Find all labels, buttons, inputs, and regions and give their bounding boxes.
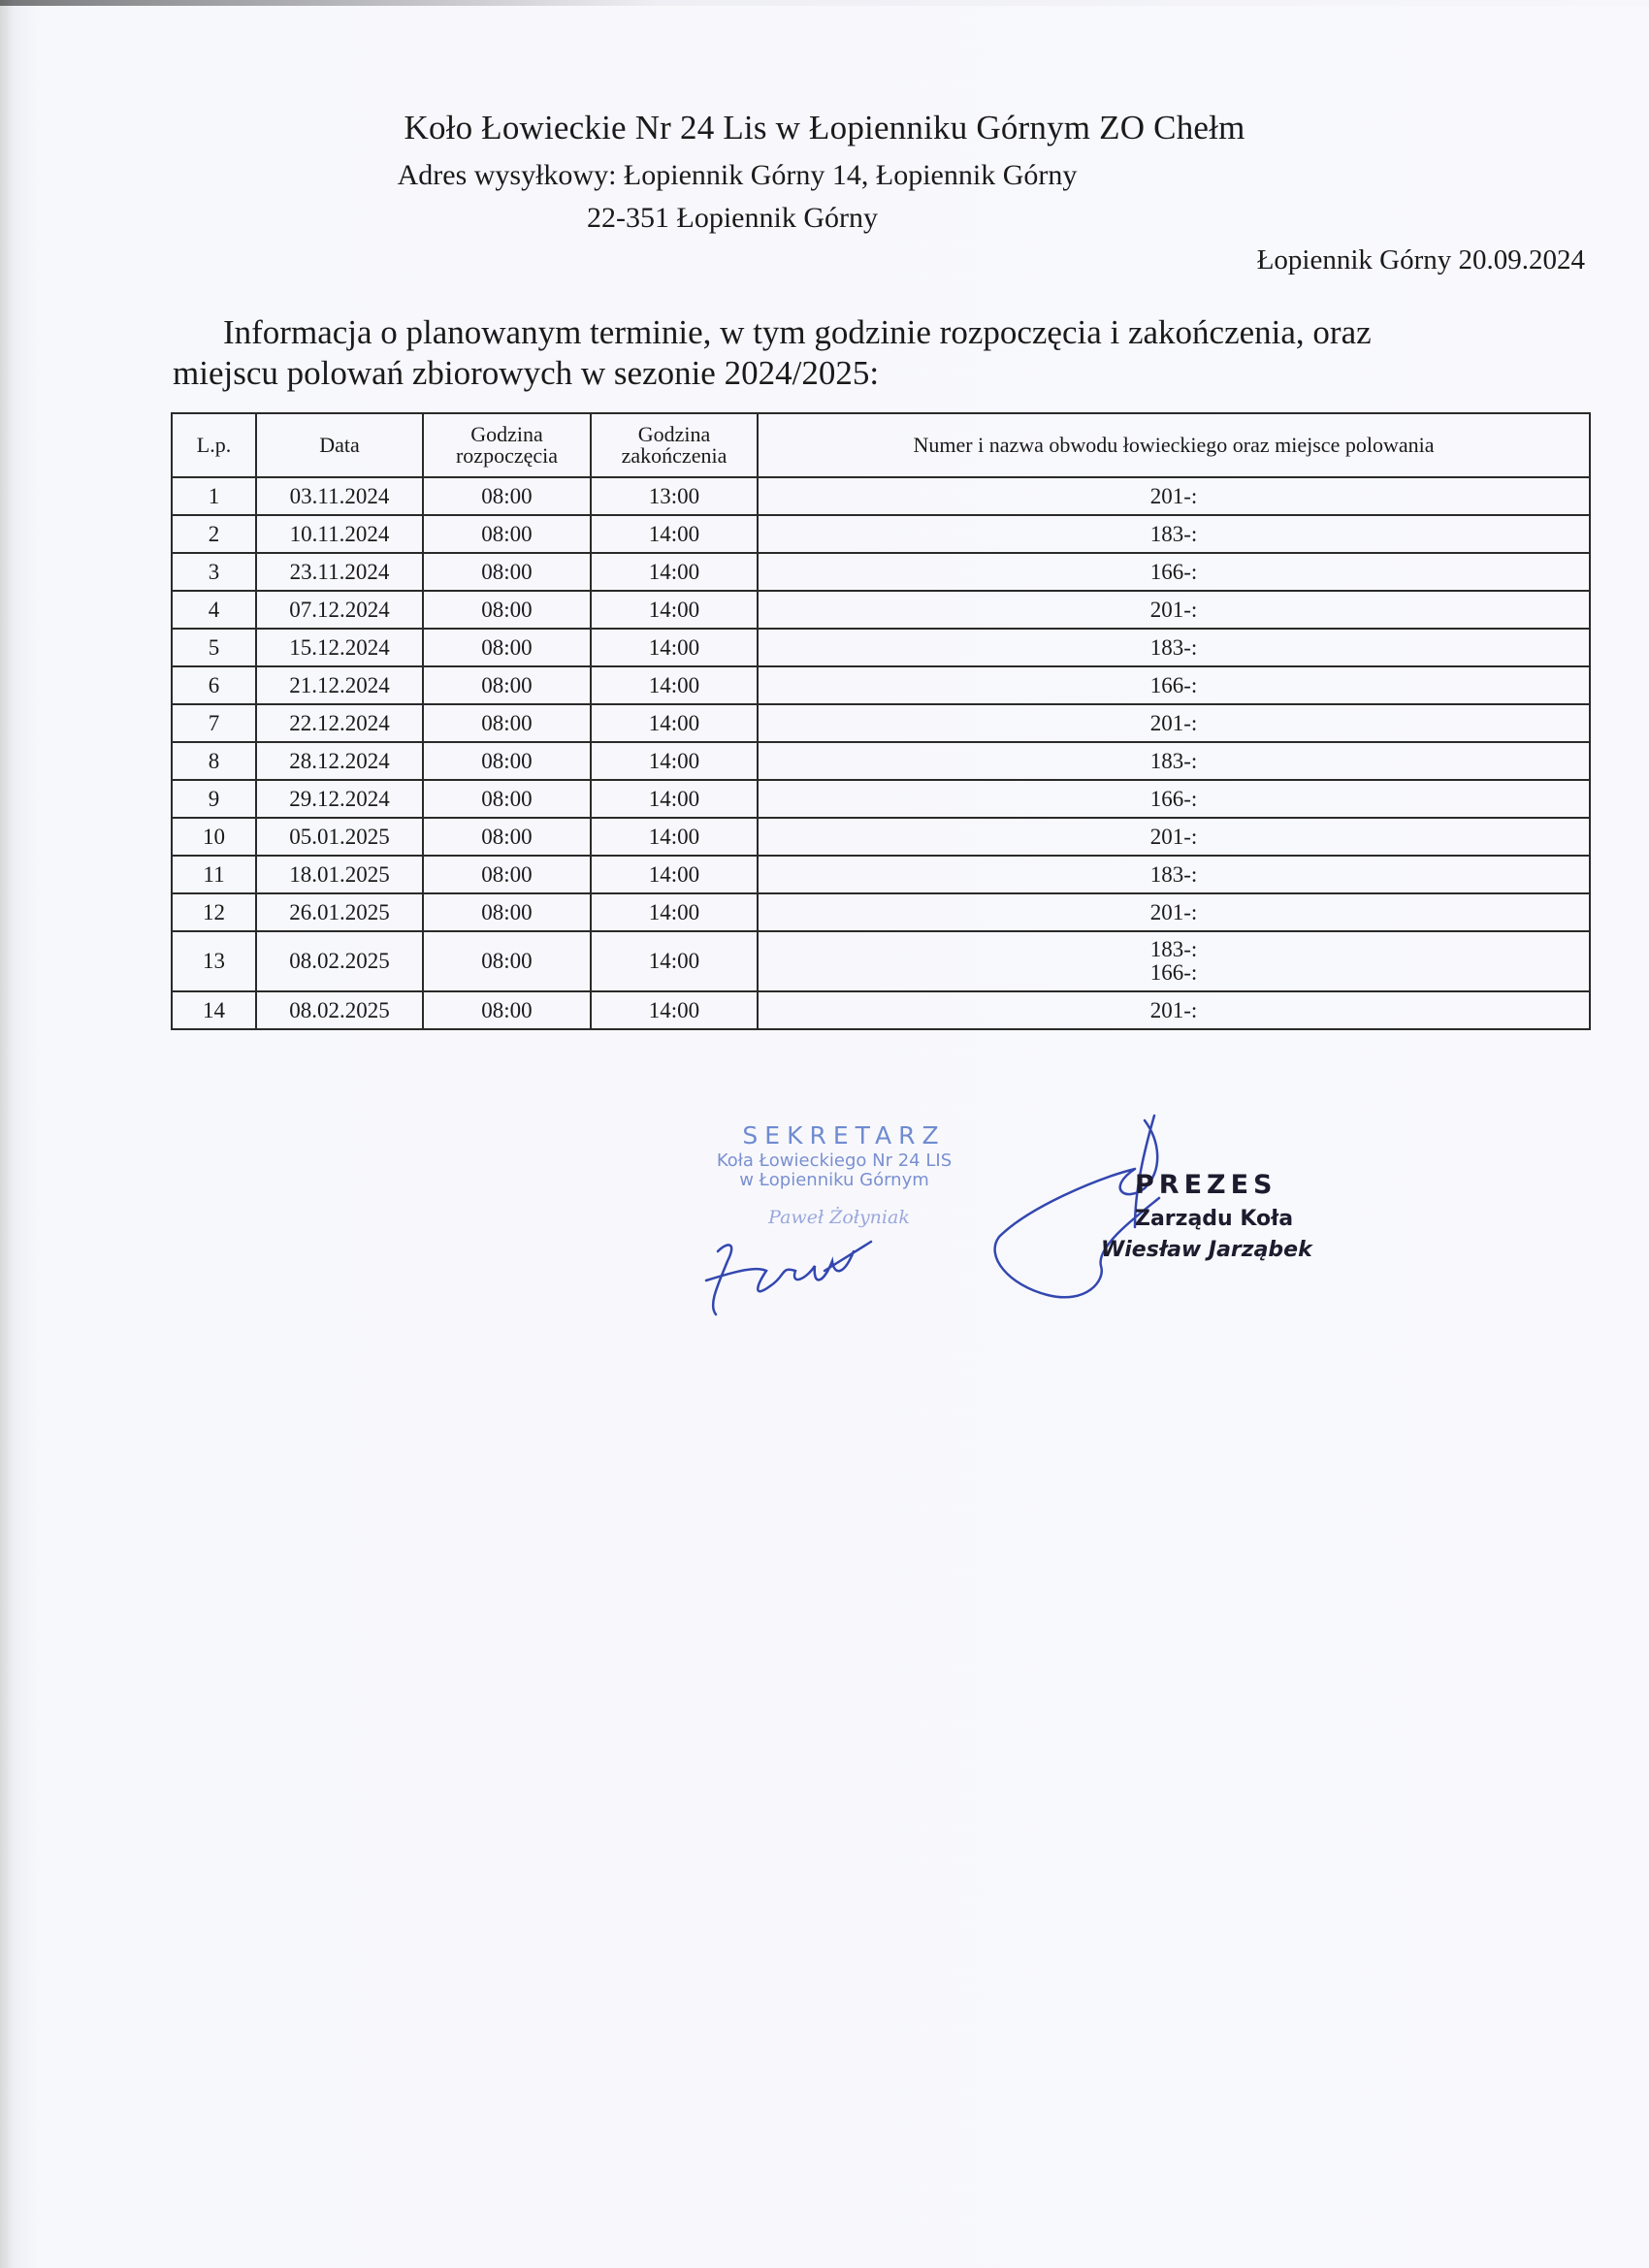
table-row	[172, 742, 1590, 780]
table-row	[172, 515, 1590, 553]
cell-location	[758, 666, 1590, 704]
table-row	[172, 856, 1590, 893]
cell-start: 08:00	[423, 477, 591, 515]
cell-lp: 4	[172, 591, 256, 629]
column-header-end-line2: zakończenia	[621, 443, 728, 468]
column-header-start	[423, 413, 591, 477]
cell-lp: 3	[172, 553, 256, 591]
cell-start: 08:00	[423, 553, 591, 591]
president-stamp-name: Wiesław Jarząbek	[1101, 1238, 1312, 1262]
cell-start: 08:00	[423, 893, 591, 931]
column-header-lp: L.p.	[172, 413, 256, 477]
organization-name: Koło Łowieckie Nr 24 Lis w Łopienniku Górnym ZO Chełm	[404, 109, 1245, 146]
cell-end: 14:00	[591, 856, 758, 893]
column-header-location: Numer i nazwa obwodu łowieckiego oraz miejsce polowania	[758, 413, 1590, 477]
column-header-start-line1: Godzina	[470, 422, 543, 446]
secretary-stamp-title: SEKRETARZ	[742, 1121, 946, 1150]
location-line-1: 183-:	[1149, 522, 1198, 546]
column-header-start-line2: rozpoczęcia	[455, 443, 559, 468]
table-row	[172, 818, 1590, 856]
cell-date: 08.02.2025	[256, 991, 423, 1029]
cell-start: 08:00	[423, 856, 591, 893]
cell-lp: 6	[172, 666, 256, 704]
cell-start: 08:00	[423, 742, 591, 780]
cell-date: 23.11.2024	[256, 553, 423, 591]
cell-start: 08:00	[423, 629, 591, 666]
location-line-1: 201-:	[1149, 484, 1198, 508]
column-header-end	[591, 413, 758, 477]
cell-end: 14:00	[591, 629, 758, 666]
table-row	[172, 931, 1590, 991]
table-row	[172, 591, 1590, 629]
document-heading	[173, 312, 1531, 394]
cell-location	[758, 893, 1590, 931]
cell-date: 21.12.2024	[256, 666, 423, 704]
cell-lp: 2	[172, 515, 256, 553]
cell-start: 08:00	[423, 591, 591, 629]
location-line-1: 183-:	[1149, 635, 1198, 660]
address-line-1: Adres wysyłkowy: Łopiennik Górny 14, Łopiennik Górny	[397, 159, 1078, 191]
location-line-1: 201-:	[1149, 900, 1198, 924]
cell-lp: 11	[172, 856, 256, 893]
cell-lp: 5	[172, 629, 256, 666]
cell-lp: 7	[172, 704, 256, 742]
cell-lp: 13	[172, 931, 256, 991]
cell-location	[758, 629, 1590, 666]
cell-date: 05.01.2025	[256, 818, 423, 856]
table-row	[172, 704, 1590, 742]
cell-start: 08:00	[423, 515, 591, 553]
heading-line-2: miejscu polowań zbiorowych w sezonie 2024/2025:	[173, 354, 880, 392]
cell-location	[758, 477, 1590, 515]
place-and-date: Łopiennik Górny 20.09.2024	[1256, 244, 1585, 275]
secretary-stamp-line-1: Koła Łowieckiego Nr 24 LIS	[716, 1150, 953, 1171]
column-header-date: Data	[256, 413, 423, 477]
cell-location	[758, 856, 1590, 893]
cell-end: 14:00	[591, 931, 758, 991]
cell-date: 29.12.2024	[256, 780, 423, 818]
cell-end: 14:00	[591, 893, 758, 931]
cell-date: 08.02.2025	[256, 931, 423, 991]
cell-end: 14:00	[591, 780, 758, 818]
table-row	[172, 893, 1590, 931]
cell-location	[758, 931, 1590, 991]
location-line-1: 166-:	[1149, 673, 1198, 697]
table-row	[172, 666, 1590, 704]
column-header-end-line1: Godzina	[637, 422, 711, 446]
cell-end: 13:00	[591, 477, 758, 515]
scan-top-edge	[0, 0, 1649, 6]
address-line-2: 22-351 Łopiennik Górny	[587, 202, 878, 234]
cell-date: 03.11.2024	[256, 477, 423, 515]
heading-line-1: Informacja o planowanym terminie, w tym godzinie rozpoczęcia i zakończenia, oraz	[223, 313, 1372, 351]
secretary-stamp-line-2: w Łopienniku Górnym	[739, 1170, 929, 1190]
cell-lp: 14	[172, 991, 256, 1029]
table-row	[172, 553, 1590, 591]
cell-start: 08:00	[423, 818, 591, 856]
location-line-2: 166-:	[1149, 960, 1198, 985]
cell-date: 28.12.2024	[256, 742, 423, 780]
secretary-signature	[698, 1232, 892, 1319]
table-row	[172, 991, 1590, 1029]
cell-lp: 1	[172, 477, 256, 515]
table-row	[172, 477, 1590, 515]
cell-date: 10.11.2024	[256, 515, 423, 553]
hunt-schedule-table	[171, 412, 1591, 1030]
cell-lp: 8	[172, 742, 256, 780]
secretary-stamp-name: Paweł Żołyniak	[768, 1207, 910, 1228]
president-stamp-line-1: Zarządu Koła	[1135, 1207, 1294, 1231]
table-row	[172, 780, 1590, 818]
cell-location	[758, 818, 1590, 856]
cell-start: 08:00	[423, 991, 591, 1029]
cell-lp: 12	[172, 893, 256, 931]
cell-end: 14:00	[591, 818, 758, 856]
location-line-1: 201-:	[1149, 825, 1198, 849]
cell-end: 14:00	[591, 515, 758, 553]
table-header-row	[172, 413, 1590, 477]
cell-location	[758, 515, 1590, 553]
location-line-1: 183-:	[1149, 749, 1198, 773]
cell-date: 07.12.2024	[256, 591, 423, 629]
cell-lp: 10	[172, 818, 256, 856]
cell-lp: 9	[172, 780, 256, 818]
cell-end: 14:00	[591, 553, 758, 591]
cell-location	[758, 704, 1590, 742]
cell-location	[758, 991, 1590, 1029]
president-stamp-title: PREZES	[1135, 1170, 1277, 1200]
location-line-1: 183-:	[1149, 862, 1198, 887]
cell-date: 18.01.2025	[256, 856, 423, 893]
cell-location	[758, 780, 1590, 818]
table-row	[172, 629, 1590, 666]
cell-end: 14:00	[591, 591, 758, 629]
cell-start: 08:00	[423, 780, 591, 818]
location-line-1: 201-:	[1149, 711, 1198, 735]
location-line-1: 201-:	[1149, 998, 1198, 1022]
cell-start: 08:00	[423, 931, 591, 991]
cell-location	[758, 553, 1590, 591]
cell-end: 14:00	[591, 704, 758, 742]
location-line-1: 166-:	[1149, 787, 1198, 811]
location-line-1: 166-:	[1149, 560, 1198, 584]
cell-end: 14:00	[591, 742, 758, 780]
cell-start: 08:00	[423, 704, 591, 742]
cell-end: 14:00	[591, 991, 758, 1029]
cell-date: 22.12.2024	[256, 704, 423, 742]
cell-date: 26.01.2025	[256, 893, 423, 931]
cell-location	[758, 591, 1590, 629]
cell-date: 15.12.2024	[256, 629, 423, 666]
cell-location	[758, 742, 1590, 780]
location-line-1: 183-:	[1149, 937, 1198, 961]
cell-end: 14:00	[591, 666, 758, 704]
cell-start: 08:00	[423, 666, 591, 704]
location-line-1: 201-:	[1149, 598, 1198, 622]
